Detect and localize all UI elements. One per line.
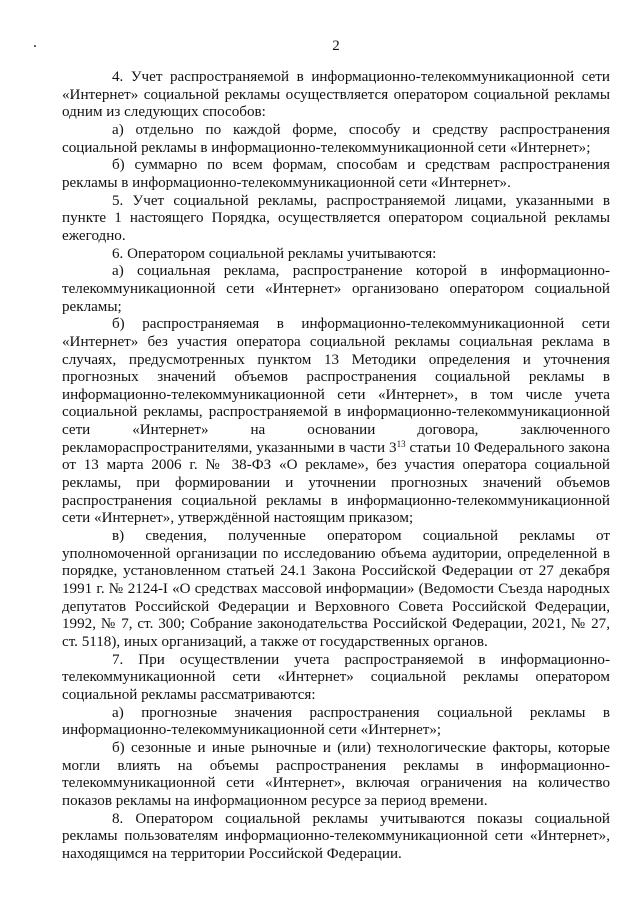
paragraph-6b <box>62 316 610 528</box>
paragraph-7b: б) сезонные и иные рыночные и (или) технологические факторы, которые могли влиять на объемы распространения рекламы в информационно-телекоммуникационной сети «Интернет», включая ограничения на количество показов рекламы на информационном ресурсе за период времени. <box>62 739 610 809</box>
paragraph-5: 5. Учет социальной рекламы, распространяемой лицами, указанными в пункте 1 настоящего Порядка, осуществляется оператором социальной рекламы ежегодно. <box>62 192 610 244</box>
paragraph-6: 6. Оператором социальной рекламы учитываются: <box>112 245 437 262</box>
paragraph-6a: а) социальная реклама, распространение которой в информационно-телекоммуникационной сети «Интернет» организовано оператором социальной рекламы; <box>62 263 610 315</box>
paragraph-7: 7. При осуществлении учета распространяемой в информационно-телекоммуникационной сети «Интернет» социальной рекламы оператором социальной рекламы рассматриваются: <box>62 651 610 703</box>
paragraph-4a: а) отдельно по каждой форме, способу и средству распространения социальной рекламы в информационно-телекоммуникационной сети «Интернет»; <box>62 121 610 156</box>
document-page <box>62 38 610 864</box>
paragraph-4b: б) суммарно по всем формам, способам и средствам распространения рекламы в информационно-телекоммуникационной сети «Интернет». <box>62 157 610 191</box>
paragraph-7a: а) прогнозные значения распространения социальной рекламы в информационно-телекоммуникационной сети «Интернет»; <box>62 704 610 739</box>
paragraph-4: 4. Учет распространяемой в информационно-телекоммуникационной сети «Интернет» социальной рекламы осуществляется оператором социальной рекламы одним из следующих способов: <box>62 69 610 121</box>
paragraph-8: 8. Оператором социальной рекламы учитываются показы социальной рекламы пользователям информационно-телекоммуникационной сети «Интернет», находящимся на территории Российской Федерации. <box>62 810 610 862</box>
paragraph-6b-tail: статьи 10 Федерального закона от 13 марта 2006 г. № 38-ФЗ «О рекламе», без участия оператора социальной рекламы, при формировании и уточнении прогнозных значений объемов распространения социальной рекламы в информационно-телекоммуникационной сети «Интернет», утверждённой настоящим приказом; <box>62 439 610 527</box>
footnote-reference: 13 <box>396 438 406 449</box>
paragraph-6b-text: б) распространяемая в информационно-телекоммуникационной сети «Интернет» без участия оператора социальной рекламы социальная реклама в случаях, предусмотренных пунктом 13 Методики определения и уточнения прогнозных значений объемов распространения социальной рекламы в информационно-телекоммуникационной сети «Интернет», в том числе учета социальной рекламы, распространяемой в информационно-телекоммуникационной сети «Интернет» на основании договора, заключенного рекламораспространителями, указанными в части 3 <box>62 316 610 456</box>
paragraph-6c: в) сведения, полученные оператором социальной рекламы от уполномоченной организации по исследованию объема аудитории, определенной в порядке, установленном статьей 24.1 Закона Российской Федерации от 27 декабря 1991 г. № 2124-I «О средствах массовой информации» (Ведомости Съезда народных депутатов Российской Федерации и Верховного Совета Российской Федерации, 1992, № 7, ст. 300; Собрание законодательства Российской Федерации, 2021, № 27, ст. 5118), иных организаций, а также от государственных органов. <box>62 528 610 650</box>
scan-mark <box>34 45 36 47</box>
page-number: 2 <box>332 38 340 54</box>
